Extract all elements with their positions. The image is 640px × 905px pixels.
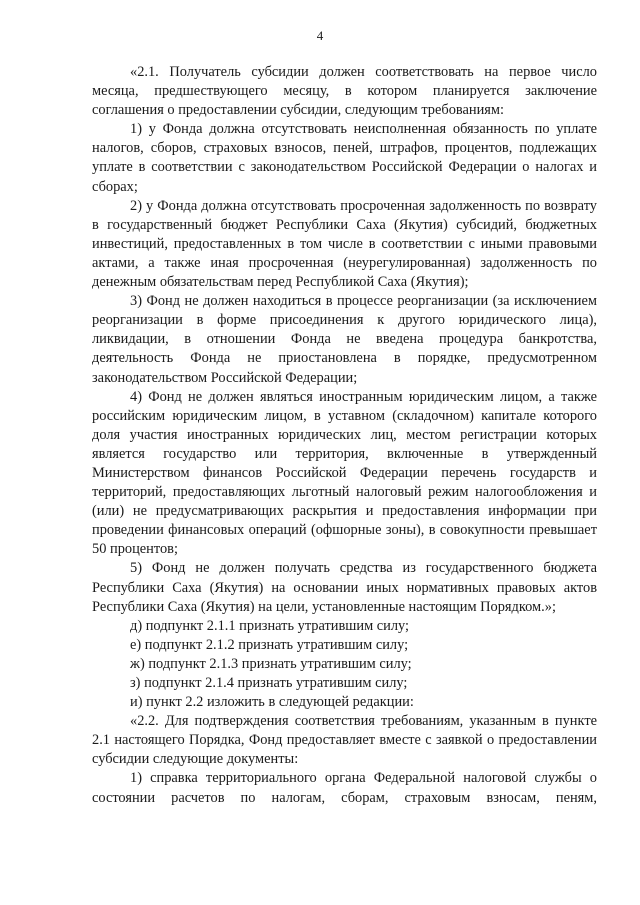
paragraph-requirement-1: 1) у Фонда должна отсутствовать неисполненная обязанность по уплате налогов, сборов, страховых взносов, пеней, штрафов, процентов, подлежащих уплате в соответствии с законодательством Российской Федерации о налогах и сборах; [92, 121, 597, 195]
paragraph-amendment-d: д) подпункт 2.1.1 признать утратившим силу; [130, 617, 410, 634]
paragraph-amendment-i: и) пункт 2.2 изложить в следующей редакции: [130, 694, 414, 711]
paragraph-requirement-2: 2) у Фонда должна отсутствовать просроченная задолженность по возврату в государственный бюджет Республики Саха (Якутия) субсидий, бюджетных инвестиций, предоставленных в том числе в соответствии с иными правовыми актами, а также иная просроченная (неурегулированная) задолженность по денежным обязательствам перед Республикой Саха (Якутия); [92, 197, 597, 291]
paragraph-amendment-z: з) подпункт 2.1.4 признать утратившим силу; [130, 675, 408, 691]
paragraph-amendment-zh: ж) подпункт 2.1.3 признать утратившим силу; [130, 655, 412, 672]
page-number: 4 [316, 28, 324, 43]
paragraph-2-2-intro: «2.2. Для подтверждения соответствия требованиям, указанным в пункте 2.1 настоящего Порядка, Фонд предоставляет вместе с заявкой о предоставлении субсидии следующие документы: [92, 713, 597, 768]
paragraph-requirement-4: 4) Фонд не должен являться иностранным юридическим лицом, а также российским юридическим лицом, в уставном (складочном) капитале которого доля участия иностранных юридических лиц, местом регистрации которых является государство или территория, включенные в утвержденный Министерством финансов Российской Федерации перечень государств и территорий, предоставляющих льготный налоговый режим налогообложения и (или) не предусматривающих раскрытия и предоставления информации при проведении финансовых операций (офшорные зоны), в совокупности превышает 50 процентов; [92, 388, 597, 558]
document-body [92, 63, 597, 808]
paragraph-requirement-5: 5) Фонд не должен получать средства из государственного бюджета Республики Саха (Якутия) на основании иных нормативных правовых актов Республики Саха (Якутия) на цели, установленные настоящим Порядком.»; [92, 560, 597, 615]
paragraph-amendment-e: е) подпункт 2.1.2 признать утратившим силу; [130, 636, 409, 653]
paragraph-requirement-3: 3) Фонд не должен находиться в процессе реорганизации (за исключением реорганизации в форме присоединения к другого юридического лица), ликвидации, в отношении Фонда не введена процедура банкротства, деятельность Фонда не приостановлена в порядке, предусмотренном законодательством Российской Федерации; [92, 293, 597, 386]
paragraph-2-1-intro: «2.1. Получатель субсидии должен соответствовать на первое число месяца, предшествующего месяцу, в котором планируется заключение соглашения о предоставлении субсидии, следующим требованиям: [92, 64, 597, 119]
paragraph-document-1: 1) справка территориального органа Федеральной налоговой службы о состоянии расчетов по налогам, сборам, страховым взносам, пеням, [92, 770, 597, 806]
